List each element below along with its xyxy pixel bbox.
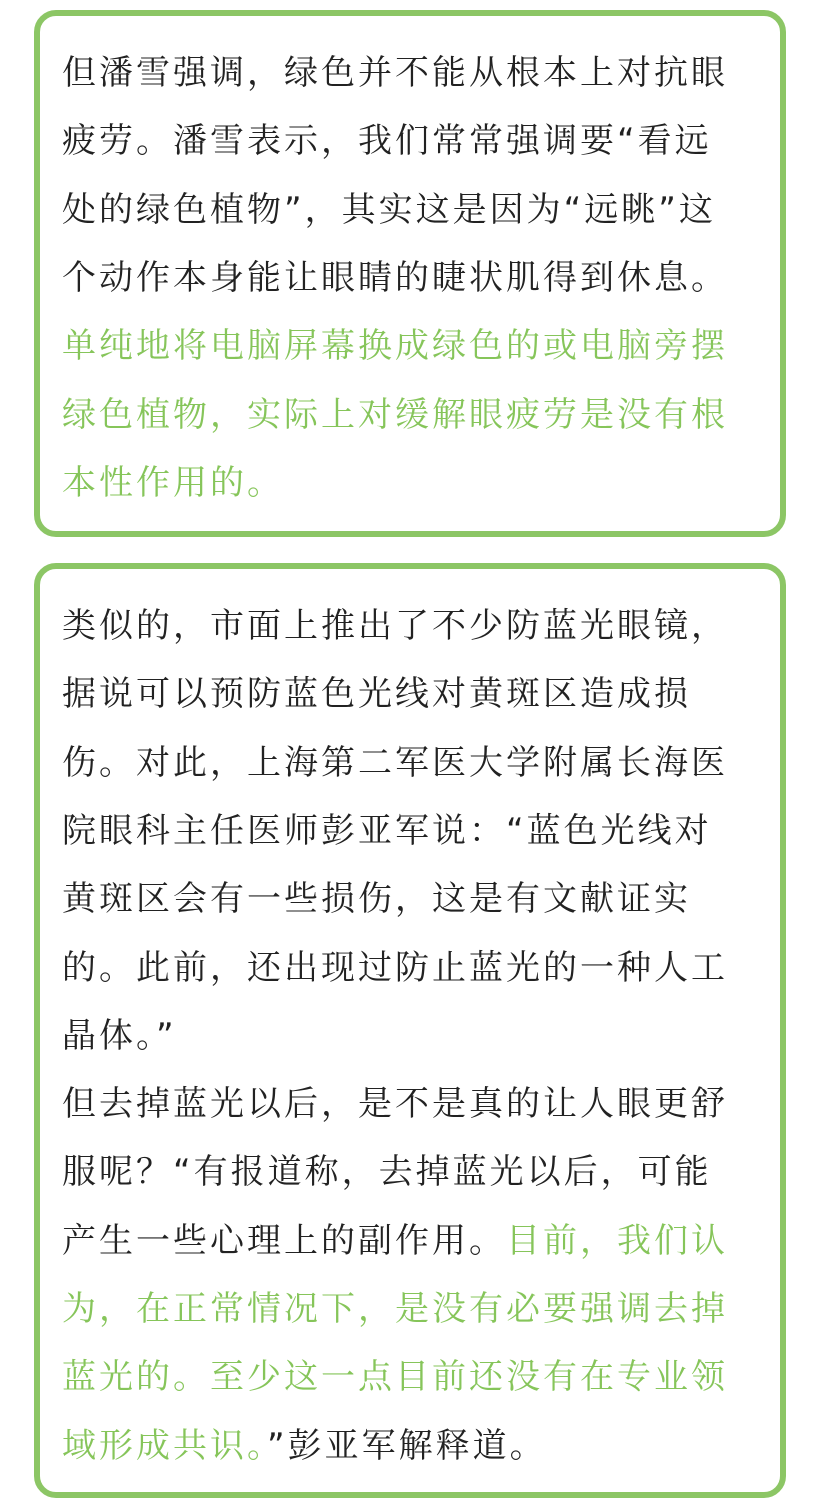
text-line: [62, 1426, 768, 1466]
highlighted-text: 蓝光的。至少这一点目前还没有在专业领: [62, 1357, 728, 1398]
body-text: 但潘雪强调，绿色并不能从根本上对抗眼: [62, 53, 728, 93]
text-line: [62, 1152, 768, 1192]
text-line: [62, 743, 768, 783]
text-line: [62, 1357, 768, 1397]
body-text: 服呢？“有报道称，去掉蓝光以后，可能: [62, 1152, 712, 1193]
highlighted-text: 本性作用的。: [62, 462, 284, 503]
body-text: ”彭亚军解释道。: [267, 1425, 547, 1466]
text-line: [62, 395, 768, 435]
body-text: 据说可以预防蓝色光线对黄斑区造成损: [62, 674, 691, 715]
text-line: [62, 1084, 768, 1124]
text-line: [62, 1221, 768, 1261]
body-text: 伤。对此，上海第二军医大学附属长海医: [62, 742, 728, 783]
text-line: [62, 879, 768, 919]
info-card-blue-light: [34, 563, 786, 1498]
text-line: [62, 1016, 768, 1056]
body-text: 的。此前，还出现过防止蓝光的一种人工: [62, 947, 728, 988]
text-line: [62, 53, 768, 93]
text-line: [62, 811, 768, 851]
body-text: 黄斑区会有一些损伤，这是有文献证实: [62, 879, 691, 920]
text-line: [62, 326, 768, 366]
body-text: 但去掉蓝光以后，是不是真的让人眼更舒: [62, 1084, 728, 1125]
body-text: 产生一些心理上的副作用。: [62, 1220, 506, 1261]
highlighted-text: 为，在正常情况下，是没有必要强调去掉: [62, 1289, 728, 1329]
body-text: 类似的，市面上推出了不少防蓝光眼镜，: [62, 606, 728, 646]
text-line: [62, 258, 768, 298]
highlighted-text: 绿色植物，实际上对缓解眼疲劳是没有根: [62, 394, 728, 435]
text-line: [62, 1289, 768, 1329]
info-card-green-color: [34, 10, 786, 537]
text-line: [62, 190, 768, 230]
body-text: 个动作本身能让眼睛的睫状肌得到休息。: [62, 257, 728, 298]
text-line: [62, 948, 768, 988]
text-line: [62, 463, 768, 503]
body-text: 疲劳。潘雪表示，我们常常强调要“看远: [62, 121, 712, 162]
text-line: [62, 606, 768, 646]
body-text: 处的绿色植物”，其实这是因为“远眺”这: [62, 189, 716, 230]
highlighted-text: 单纯地将电脑屏幕换成绿色的或电脑旁摆: [62, 326, 728, 367]
body-text: 院眼科主任医师彭亚军说：“蓝色光线对: [62, 810, 712, 851]
text-line: [62, 121, 768, 161]
text-line: [62, 674, 768, 714]
highlighted-text: 目前，我们认: [506, 1220, 728, 1261]
highlighted-text: 域形成共识。: [62, 1425, 267, 1466]
body-text: 晶体。”: [62, 1015, 177, 1056]
